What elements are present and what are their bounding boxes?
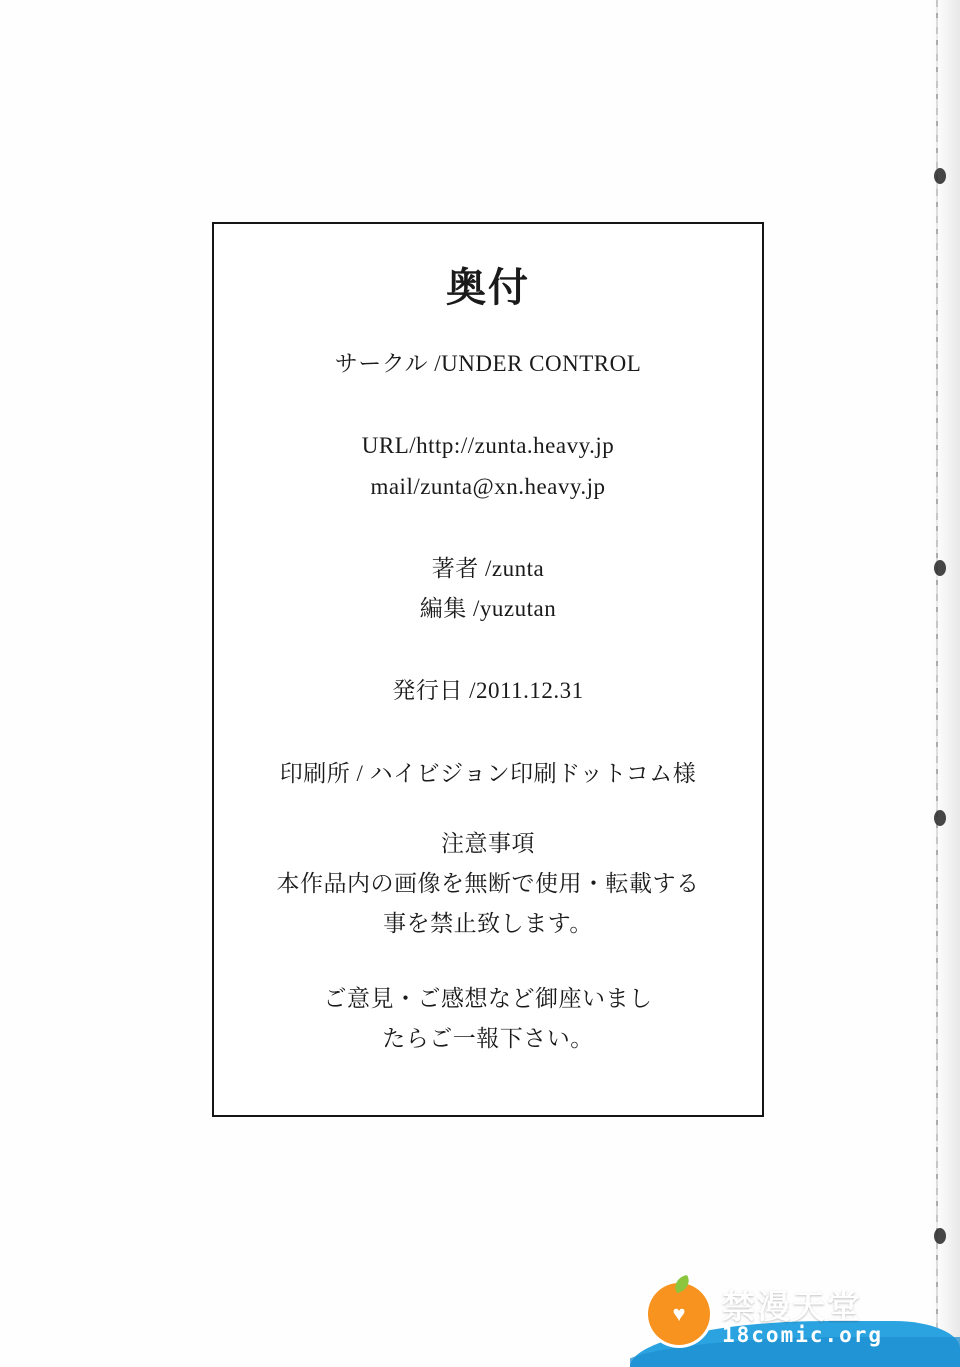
notice-line-1: 本作品内の画像を無断で使用・転載する bbox=[276, 871, 700, 896]
notice-line-2: 事を禁止致します。 bbox=[383, 911, 593, 937]
notice-heading: 注意事項 bbox=[441, 830, 535, 856]
scan-artifact-dot bbox=[934, 1228, 946, 1244]
scan-edge-texture bbox=[936, 0, 938, 1367]
printer-line: 印刷所 / ハイビジョン印刷ドットコム様 bbox=[279, 760, 697, 786]
site-watermark bbox=[630, 1275, 960, 1367]
mail-line: mail/zunta@xn.heavy.jp bbox=[370, 473, 606, 499]
url-line: URL/http://zunta.heavy.jp bbox=[361, 433, 615, 459]
scan-artifact-dot bbox=[934, 810, 946, 826]
colophon-title: 奥付 bbox=[446, 265, 530, 310]
watermark-site-text: 18comic.org bbox=[722, 1323, 884, 1347]
author-line: 著者 /zunta bbox=[431, 555, 545, 581]
heart-icon: ♥ bbox=[672, 1301, 686, 1326]
colophon-box bbox=[212, 222, 764, 1117]
scan-binding-edge bbox=[924, 0, 960, 1367]
circle-name-line: サークル /UNDER CONTROL bbox=[334, 351, 642, 376]
feedback-line-2: たらご一報下さい。 bbox=[382, 1025, 594, 1051]
publish-date-line: 発行日 /2011.12.31 bbox=[392, 678, 584, 704]
scan-artifact-dot bbox=[934, 560, 946, 576]
watermark-brand-text: 禁漫天堂 bbox=[722, 1287, 862, 1326]
feedback-line-1: ご意見・ご感想など御座いまし bbox=[323, 985, 653, 1011]
scan-artifact-dot bbox=[934, 168, 946, 184]
editor-line: 編集 /yuzutan bbox=[419, 596, 557, 621]
